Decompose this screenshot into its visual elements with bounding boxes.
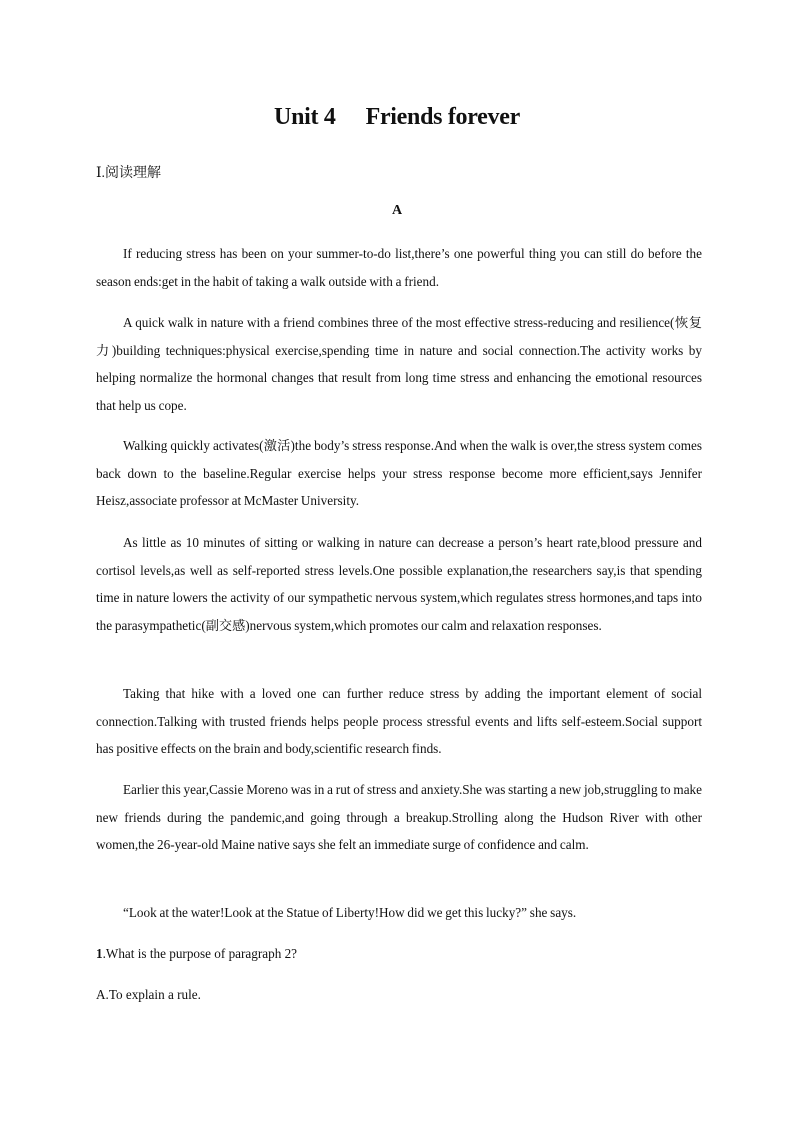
answer-option-a: A.To explain a rule.: [96, 987, 201, 1002]
unit-name: Friends forever: [365, 104, 520, 130]
paragraph: Earlier this year,Cassie Moreno was in a rut of stress and anxiety.She was starting a new job,struggling to make new friends during the pandemic,and going through a breakup.Strolling along the Hudson River with other women,the 26-year-old Maine native says she felt an immediate surge of confidence and calm.: [96, 782, 702, 852]
paragraph: As little as 10 minutes of sitting or walking in nature can decrease a person’s heart rate,blood pressure and cortisol levels,as well as self-reported stress levels.One possible explanation,the researchers say,is that spending time in nature lowers the activity of our sympathetic nervous system,which regulates stress hormones,and taps into the parasympathetic(副交感)nervous system,which promotes our calm and relaxation responses.: [96, 535, 702, 633]
question-number: 1: [96, 946, 103, 961]
question: [96, 946, 297, 962]
paragraph: Walking quickly activates(激活)the body’s stress response.And when the walk is over,the stress system comes back down to the baseline.Regular exercise helps your stress response become more efficient,says Jennifer Heisz,associate professor at McMaster University.: [96, 438, 702, 508]
section-heading: Ⅰ.阅读理解: [96, 166, 162, 181]
unit-number: Unit 4: [274, 104, 336, 130]
page-title: [0, 104, 794, 131]
question-text: .What is the purpose of paragraph 2?: [102, 946, 298, 961]
paragraph: “Look at the water!Look at the Statue of Liberty!How did we get this lucky?” she says.: [123, 905, 577, 920]
paragraph: Taking that hike with a loved one can further reduce stress by adding the important element of social connection.Talking with trusted friends helps people process stressful events and lifts self-esteem.Social support has positive effects on the brain and body,scientific research finds.: [96, 686, 702, 756]
passage-label: A: [391, 203, 403, 218]
paragraph: A quick walk in nature with a friend combines three of the most effective stress-reducing and resilience(恢复力)building techniques:physical exercise,spending time in nature and social connection.The activity works by helping normalize the hormonal changes that result from long time stress and enhancing the emotional resources that help us cope.: [96, 315, 702, 413]
paragraph: If reducing stress has been on your summer-to-do list,there’s one powerful thing you can still do before the season ends:get in the habit of taking a walk outside with a friend.: [96, 246, 702, 289]
